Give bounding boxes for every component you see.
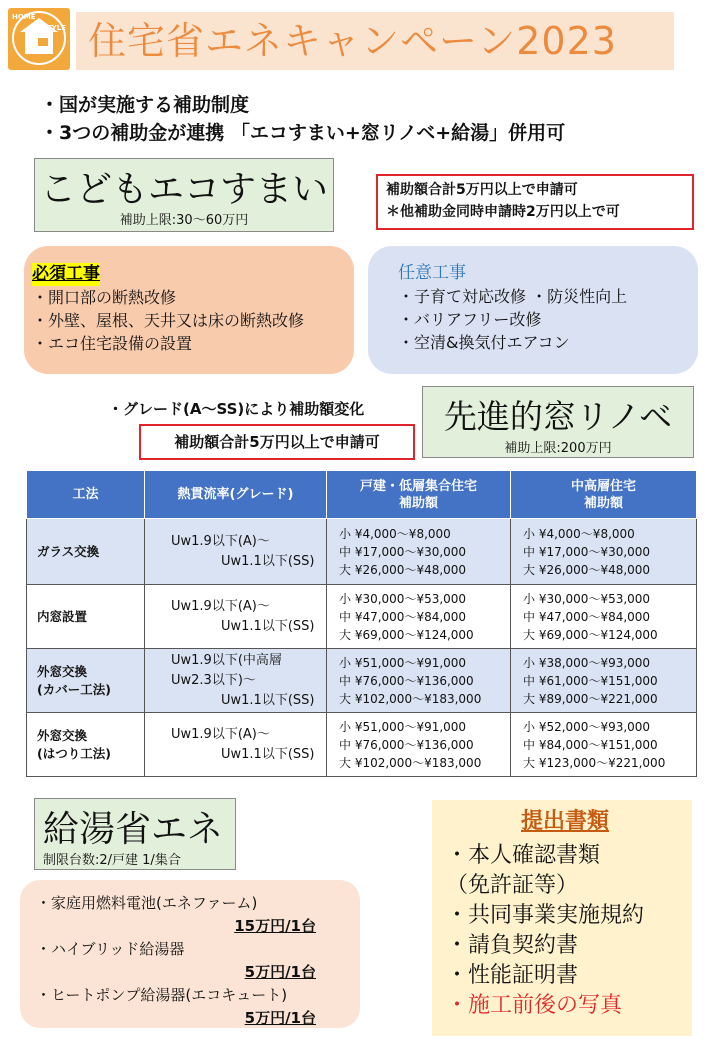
cell-low-rise-amount bbox=[327, 713, 511, 777]
cell-grade-line: Uw1.1以下(SS) bbox=[221, 553, 315, 569]
kyuto-item-price: 5万円/1台 bbox=[244, 963, 316, 981]
document-item: ・共同事業実施規約 bbox=[446, 903, 645, 928]
cell-high-rise-amount-line: 小 ¥4,000〜¥8,000 bbox=[523, 526, 635, 541]
optional-work-item: ・バリアフリー改修 bbox=[398, 310, 542, 329]
required-work-item: ・エコ住宅設備の設置 bbox=[32, 334, 193, 353]
cell-grade-line: Uw1.9以下(A)〜 bbox=[171, 533, 270, 549]
document-item: ・本人確認書類 bbox=[446, 843, 601, 868]
cell-method bbox=[27, 519, 145, 585]
cell-grade bbox=[145, 649, 327, 713]
table-row bbox=[27, 585, 697, 649]
cell-high-rise-amount-line: 中 ¥61,000〜¥151,000 bbox=[523, 673, 658, 688]
cell-high-rise-amount bbox=[511, 713, 697, 777]
header-low-rise bbox=[327, 471, 511, 519]
cell-high-rise-amount-line: 大 ¥26,000〜¥48,000 bbox=[523, 562, 651, 577]
cell-low-rise-amount-line: 大 ¥69,000〜¥124,000 bbox=[339, 627, 474, 642]
kyuto-item-name: ・ハイブリッド給湯器 bbox=[36, 940, 185, 958]
cell-method-line: 外窓交換 bbox=[37, 727, 88, 743]
cell-high-rise-amount-line: 中 ¥17,000〜¥30,000 bbox=[523, 544, 651, 559]
kyuto-item-name: ・家庭用燃料電池(エネファーム) bbox=[36, 894, 258, 912]
cell-high-rise-amount-line: 大 ¥123,000〜¥221,000 bbox=[523, 755, 666, 770]
required-work-item: ・開口部の断熱改修 bbox=[32, 288, 177, 307]
header-method: 工法 bbox=[27, 471, 145, 519]
cell-method-line: 外窓交換 bbox=[37, 663, 88, 679]
table-row bbox=[27, 649, 697, 713]
kyuto-item-name: ・ヒートポンプ給湯器(エコキュート) bbox=[36, 986, 288, 1004]
logo-text-style: STYLE bbox=[41, 24, 66, 32]
cell-low-rise-amount-line: 小 ¥4,000〜¥8,000 bbox=[339, 526, 451, 541]
cell-grade-line: Uw1.9以下(A)〜 bbox=[171, 598, 270, 614]
cell-method-line: ガラス交換 bbox=[37, 543, 100, 559]
cell-high-rise-amount-line: 小 ¥38,000〜¥93,000 bbox=[523, 655, 651, 670]
logo-window-icon bbox=[38, 38, 48, 46]
cell-low-rise-amount bbox=[327, 649, 511, 713]
cell-high-rise-amount-line: 中 ¥47,000〜¥84,000 bbox=[523, 609, 651, 624]
kodomo-condition-line-1: 補助額合計5万円以上で申請可 bbox=[386, 182, 578, 198]
kyuto-box bbox=[34, 798, 236, 870]
cell-method-line: 内窓設置 bbox=[37, 608, 88, 624]
kyuto-item-price: 15万円/1台 bbox=[234, 917, 316, 935]
document-item-highlight: ・施工前後の写真 bbox=[446, 993, 623, 1018]
optional-work-heading: 任意工事 bbox=[398, 263, 466, 283]
table-header-row bbox=[27, 471, 697, 519]
cell-grade-line: Uw2.3以下)〜 bbox=[171, 672, 256, 688]
cell-method bbox=[27, 649, 145, 713]
cell-method-line: (はつり工法) bbox=[37, 745, 111, 761]
cell-method-line: (カバー工法) bbox=[37, 681, 111, 697]
cell-low-rise-amount-line: 中 ¥17,000〜¥30,000 bbox=[339, 544, 467, 559]
document-item: （免許証等） bbox=[446, 873, 579, 898]
document-item: ・性能証明書 bbox=[446, 963, 579, 988]
documents-heading: 提出書類 bbox=[520, 809, 609, 834]
cell-low-rise-amount-line: 小 ¥51,000〜¥91,000 bbox=[339, 719, 467, 734]
kodomo-eco-title: こどもエコすまい bbox=[39, 169, 328, 210]
cell-low-rise-amount-line: 大 ¥26,000〜¥48,000 bbox=[339, 562, 467, 577]
cell-low-rise-amount-line: 小 ¥51,000〜¥91,000 bbox=[339, 655, 467, 670]
kyuto-subtitle: 制限台数:2/戸建 1/集合 bbox=[43, 853, 181, 868]
document-item: ・請負契約書 bbox=[446, 933, 579, 958]
required-work-item: ・外壁、屋根、天井又は床の断熱改修 bbox=[32, 311, 305, 330]
cell-high-rise-amount bbox=[511, 585, 697, 649]
cell-high-rise-amount bbox=[511, 649, 697, 713]
intro-line-1: ・国が実施する補助制度 bbox=[40, 94, 250, 116]
cell-high-rise-amount-line: 大 ¥69,000〜¥124,000 bbox=[523, 627, 658, 642]
cell-grade-line: Uw1.9以下(A)〜 bbox=[171, 726, 270, 742]
cell-method bbox=[27, 585, 145, 649]
home-style-logo bbox=[8, 8, 70, 70]
table-row bbox=[27, 713, 697, 777]
kodomo-condition-box bbox=[376, 174, 694, 230]
header-high-rise-text: 中高層住宅 補助額 bbox=[570, 478, 636, 511]
header-low-rise-text: 戸建・低層集合住宅 補助額 bbox=[359, 478, 477, 511]
cell-grade-line: Uw1.1以下(SS) bbox=[221, 618, 315, 634]
cell-grade-line: Uw1.1以下(SS) bbox=[221, 746, 315, 762]
cell-low-rise-amount-line: 大 ¥102,000〜¥183,000 bbox=[339, 755, 482, 770]
table-row bbox=[27, 519, 697, 585]
cell-low-rise-amount-line: 中 ¥47,000〜¥84,000 bbox=[339, 609, 467, 624]
subsidy-table bbox=[26, 470, 696, 777]
kodomo-condition-line-2: ＊他補助金同時申請時2万円以上で可 bbox=[386, 204, 620, 220]
cell-method bbox=[27, 713, 145, 777]
documents-panel bbox=[432, 800, 692, 1036]
page-title: 住宅省エネキャンペーン2023 bbox=[76, 12, 674, 70]
kyuto-title: 給湯省エネ bbox=[43, 809, 224, 850]
madoreno-title: 先進的窓リノベ bbox=[443, 397, 673, 436]
cell-grade-line: Uw1.9以下(中高層 bbox=[171, 652, 282, 668]
madoreno-subtitle: 補助上限:200万円 bbox=[504, 441, 612, 456]
cell-grade bbox=[145, 585, 327, 649]
cell-low-rise-amount bbox=[327, 585, 511, 649]
cell-low-rise-amount-line: 小 ¥30,000〜¥53,000 bbox=[339, 591, 467, 606]
cell-grade bbox=[145, 519, 327, 585]
cell-low-rise-amount bbox=[327, 519, 511, 585]
cell-grade bbox=[145, 713, 327, 777]
header-grade: 熱貫流率(グレード) bbox=[145, 471, 327, 519]
intro-line-2: ・3つの補助金が連携 「エコすまい+窓リノベ+給湯」併用可 bbox=[40, 122, 566, 144]
cell-low-rise-amount-line: 中 ¥76,000〜¥136,000 bbox=[339, 737, 474, 752]
madoreno-condition-box: 補助額合計5万円以上で申請可 bbox=[139, 424, 415, 460]
kyuto-item-price: 5万円/1台 bbox=[244, 1009, 316, 1027]
cell-low-rise-amount-line: 中 ¥76,000〜¥136,000 bbox=[339, 673, 474, 688]
cell-low-rise-amount-line: 大 ¥102,000〜¥183,000 bbox=[339, 691, 482, 706]
optional-work-item: ・子育て対応改修 ・防災性向上 bbox=[398, 287, 628, 306]
kyuto-list-panel bbox=[20, 880, 360, 1028]
cell-high-rise-amount-line: 小 ¥52,000〜¥93,000 bbox=[523, 719, 651, 734]
grade-note: ・グレード(A〜SS)により補助額変化 bbox=[108, 400, 365, 418]
header-high-rise bbox=[511, 471, 697, 519]
cell-high-rise-amount-line: 小 ¥30,000〜¥53,000 bbox=[523, 591, 651, 606]
cell-high-rise-amount bbox=[511, 519, 697, 585]
kodomo-eco-subtitle: 補助上限:30〜60万円 bbox=[119, 213, 249, 228]
required-work-panel bbox=[24, 246, 354, 374]
madoreno-box bbox=[422, 386, 694, 458]
cell-high-rise-amount-line: 中 ¥84,000〜¥151,000 bbox=[523, 737, 658, 752]
cell-grade-line: Uw1.1以下(SS) bbox=[221, 692, 315, 708]
optional-work-panel bbox=[368, 246, 698, 374]
optional-work-item: ・空清&換気付エアコン bbox=[398, 333, 570, 352]
cell-high-rise-amount-line: 大 ¥89,000〜¥221,000 bbox=[523, 691, 658, 706]
logo-text-home: HOME bbox=[12, 13, 36, 21]
kodomo-eco-box bbox=[34, 158, 334, 232]
required-work-heading: 必須工事 bbox=[32, 264, 100, 284]
